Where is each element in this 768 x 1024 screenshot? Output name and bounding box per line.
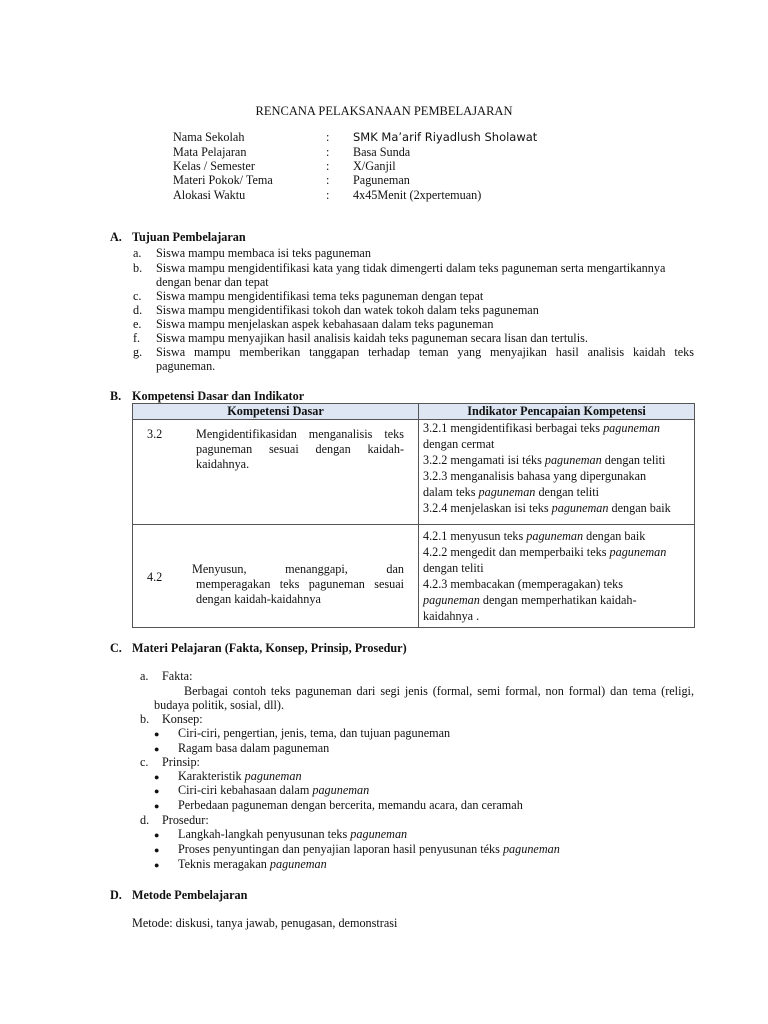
section-title: Metode Pembelajaran — [132, 888, 248, 902]
list-marker: c. — [133, 289, 142, 303]
konsep-label: Konsep: — [162, 712, 203, 726]
identity-colon: : — [326, 173, 330, 187]
list-marker: b. — [133, 261, 143, 275]
identity-value: X/Ganjil — [353, 159, 396, 173]
table-row — [133, 525, 695, 628]
kd-number: 4.2 — [147, 570, 163, 584]
indicator-line: 4.2.2 mengedit dan memperbaiki teks paguneman — [423, 545, 667, 559]
list-item: Siswa mampu mengidentifikasi tokoh dan watek tokoh dalam teks paguneman — [156, 303, 539, 317]
list-item: Ragam basa dalam paguneman — [178, 741, 330, 755]
indicator-cell — [419, 525, 695, 628]
indicator-line: kaidahnya . — [423, 609, 480, 623]
identity-label: Materi Pokok/ Tema — [173, 173, 273, 187]
list-item: Proses penyuntingan dan penyajian laporan hasil penyusunan téks paguneman — [178, 842, 560, 856]
identity-colon: : — [326, 130, 330, 144]
list-item: Siswa mampu menyajikan hasil analisis kaidah teks paguneman secara lisan dan tertulis. — [156, 331, 588, 345]
list-marker: a. — [133, 246, 142, 260]
section-title: Kompetensi Dasar dan Indikator — [132, 389, 305, 403]
indicator-line: dengan cermat — [423, 437, 495, 451]
bullet-icon: ● — [154, 801, 160, 811]
section-letter: C. — [110, 641, 122, 655]
bullet-icon: ● — [154, 830, 160, 840]
indicator-line: dalam teks paguneman dengan teliti — [423, 485, 600, 499]
prinsip-label: Prinsip: — [162, 755, 200, 769]
list-item: Langkah-langkah penyusunan teks paguneman — [178, 827, 408, 841]
list-item: Teknis meragakan paguneman — [178, 857, 327, 871]
table-row — [133, 420, 695, 525]
list-item: Siswa mampu mengidentifikasi kata yang tidak dimengerti dalam teks paguneman serta mengartikannya — [156, 261, 666, 275]
bullet-icon: ● — [154, 860, 160, 870]
table-header-row — [133, 404, 695, 420]
indicator-line: 3.2.3 menganalisis bahasa yang dipergunakan — [423, 469, 647, 483]
section-title: Materi Pelajaran (Fakta, Konsep, Prinsip, Prosedur) — [132, 641, 407, 655]
section-d-heading — [110, 888, 247, 903]
identity-value: Basa Sunda — [353, 145, 411, 159]
kd-text: dengan kaidah-kaidahnya — [196, 592, 321, 606]
indicator-line: 4.2.1 menyusun teks paguneman dengan baik — [423, 529, 646, 543]
fakta-text: budaya politik, sosial, dll). — [154, 698, 284, 712]
competency-table — [132, 403, 695, 628]
identity-value: 4x45Menit (2xpertemuan) — [353, 188, 482, 202]
indicator-line: 3.2.4 menjelaskan isi teks paguneman dengan baik — [423, 501, 671, 515]
bullet-icon: ● — [154, 786, 160, 796]
fakta-text: Berbagai contoh teks paguneman dari segi jenis (formal, semi formal, non formal) dan tema (religi, — [184, 684, 694, 698]
list-item: Siswa mampu mengidentifikasi tema teks paguneman dengan tepat — [156, 289, 484, 303]
identity-colon: : — [326, 159, 330, 173]
kd-text: kaidahnya. — [196, 457, 250, 471]
bullet-icon: ● — [154, 744, 160, 754]
section-letter: B. — [110, 389, 122, 403]
indicator-line: 3.2.1 mengidentifikasi berbagai teks paguneman — [423, 421, 660, 435]
list-marker: d. — [133, 303, 143, 317]
list-marker: c. — [140, 755, 149, 769]
identity-label: Alokasi Waktu — [173, 188, 246, 202]
prosedur-label: Prosedur: — [162, 813, 209, 827]
identity-label: Kelas / Semester — [173, 159, 255, 173]
indicator-line: 4.2.3 membacakan (memperagakan) teks — [423, 577, 623, 591]
kd-text: paguneman sesuai dengan kaidah- — [196, 442, 404, 456]
table-header-kd: Kompetensi Dasar — [133, 404, 419, 420]
identity-value: Paguneman — [353, 173, 410, 187]
list-item: Siswa mampu menjelaskan aspek kebahasaan dalam teks paguneman — [156, 317, 494, 331]
bullet-icon: ● — [154, 729, 160, 739]
page-title: RENCANA PELAKSANAAN PEMBELAJARAN — [255, 104, 513, 118]
kd-text: Menyusun, menanggapi, dan — [192, 562, 404, 576]
indicator-line: dengan teliti — [423, 561, 484, 575]
list-marker: b. — [140, 712, 150, 726]
identity-colon: : — [326, 188, 330, 202]
list-item: Siswa mampu memberikan tanggapan terhadap teman yang menyajikan hasil analisis kaidah teks — [156, 345, 694, 359]
list-marker: g. — [133, 345, 143, 359]
kd-text: memperagakan teks paguneman sesuai — [196, 577, 404, 591]
list-item: Karakteristik paguneman — [178, 769, 302, 783]
section-letter: D. — [110, 888, 122, 902]
section-b-heading — [110, 389, 304, 404]
identity-value: SMK Ma’arif Riyadlush Sholawat — [353, 130, 538, 144]
bullet-icon: ● — [154, 772, 160, 782]
list-item: Ciri-ciri, pengertian, jenis, tema, dan tujuan paguneman — [178, 726, 451, 740]
list-marker: e. — [133, 317, 142, 331]
kd-cell — [133, 525, 419, 628]
list-marker: a. — [140, 669, 149, 683]
section-title: Tujuan Pembelajaran — [132, 230, 246, 244]
kd-cell — [133, 420, 419, 525]
indicator-cell — [419, 420, 695, 525]
identity-label: Nama Sekolah — [173, 130, 245, 144]
method-text: Metode: diskusi, tanya jawab, penugasan, demonstrasi — [132, 916, 398, 930]
list-marker: d. — [140, 813, 150, 827]
kd-text: Mengidentifikasidan menganalisis teks — [196, 427, 404, 441]
list-item: Siswa mampu membaca isi teks paguneman — [156, 246, 371, 260]
list-item: Ciri-ciri kebahasaan dalam paguneman — [178, 783, 370, 797]
list-item: Perbedaan paguneman dengan bercerita, memandu acara, dan ceramah — [178, 798, 523, 812]
section-letter: A. — [110, 230, 122, 244]
identity-label: Mata Pelajaran — [173, 145, 247, 159]
section-c-heading — [110, 641, 407, 656]
list-item-continuation: paguneman. — [156, 359, 216, 373]
identity-colon: : — [326, 145, 330, 159]
list-marker: f. — [133, 331, 141, 345]
table-header-indicator: Indikator Pencapaian Kompetensi — [419, 404, 695, 420]
indicator-line: 3.2.2 mengamati isi téks paguneman dengan teliti — [423, 453, 666, 467]
indicator-line: paguneman dengan memperhatikan kaidah- — [423, 593, 637, 607]
fakta-label: Fakta: — [162, 669, 193, 683]
list-item-continuation: dengan benar dan tepat — [156, 275, 269, 289]
section-a-heading — [110, 230, 246, 245]
kd-number: 3.2 — [147, 427, 163, 441]
bullet-icon: ● — [154, 845, 160, 855]
